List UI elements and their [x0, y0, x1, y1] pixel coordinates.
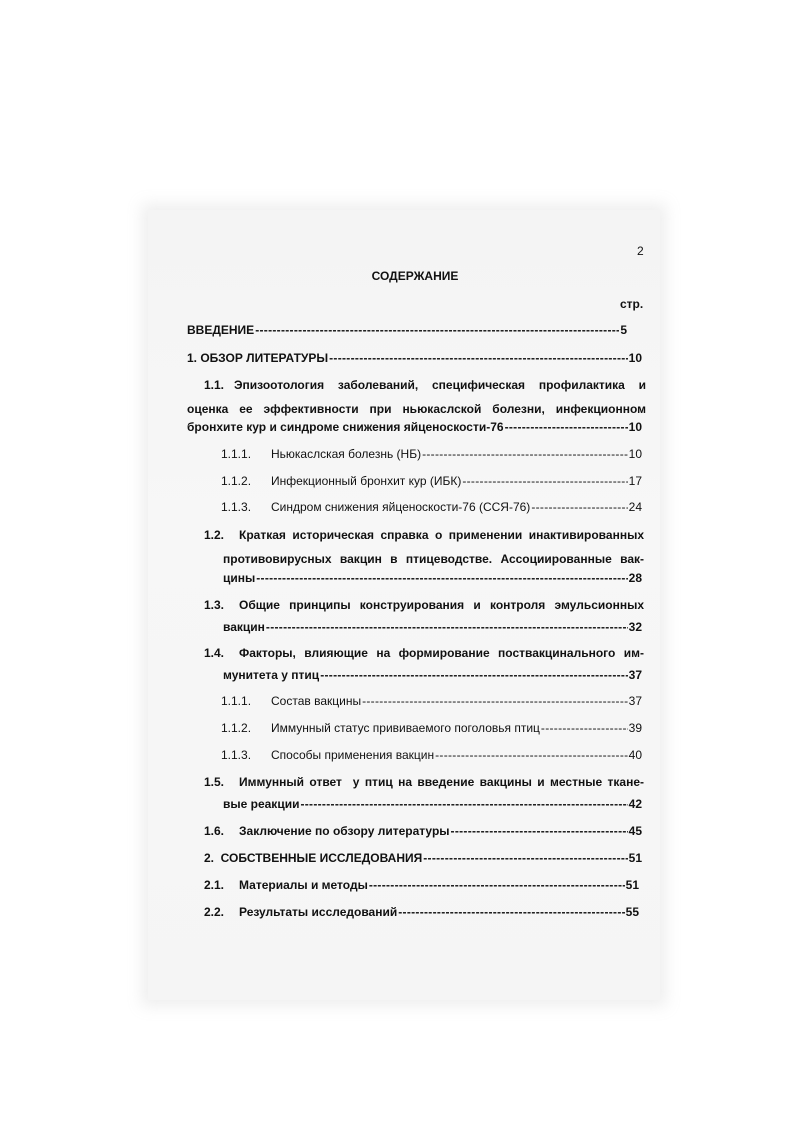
toc-entry-line — [223, 797, 642, 811]
toc-leader-dots — [541, 721, 628, 735]
toc-entry-line — [223, 668, 642, 682]
toc-entry-label: Иммунный статус прививаемого поголовья птиц — [271, 721, 540, 735]
toc-leader-dots — [362, 694, 628, 708]
toc-entry-1-1-2[interactable] — [221, 474, 642, 488]
toc-entry-chapter-1[interactable] — [187, 351, 642, 365]
toc-entry-number: 1.4. — [204, 646, 225, 660]
toc-entry-label: Ньюкаслская болезнь (НБ) — [271, 447, 422, 461]
toc-leader-dots — [256, 571, 627, 585]
toc-entry-line — [223, 571, 642, 585]
toc-entry-label: ВВЕДЕНИЕ — [187, 323, 255, 337]
toc-entry-page: 42 — [628, 797, 642, 811]
toc-entry-chapter-2[interactable] — [204, 851, 642, 865]
toc-leader-dots — [255, 323, 619, 337]
toc-entry-page: 24 — [628, 500, 642, 514]
toc-entry-number: 2.1. — [204, 878, 225, 892]
toc-entry-page: 10 — [628, 420, 642, 434]
toc-entry-label: Факторы, влияющие на формирование поствакцинального им- — [239, 646, 644, 660]
toc-entry-number: 1.2. — [204, 528, 225, 542]
toc-entry-number: 1.3. — [204, 598, 225, 612]
toc-entry-label: оценка ее эффективности при ньюкаслской болезни, инфекционном — [187, 402, 646, 416]
toc-entry-label: мунитета у птиц — [223, 668, 320, 682]
toc-entry-label: Эпизоотология заболеваний, специфическая профилактика и — [234, 378, 646, 392]
toc-entry-number: 1.1.3. — [221, 748, 252, 762]
toc-entry-line — [204, 775, 644, 789]
toc-entry-page: 5 — [620, 323, 627, 337]
toc-entry-label: Инфекционный бронхит кур (ИБК) — [271, 474, 462, 488]
toc-entry-line — [223, 620, 642, 634]
toc-leader-dots — [423, 851, 627, 865]
toc-entry-page: 51 — [628, 851, 642, 865]
toc-entry-label: вакцин — [223, 620, 265, 634]
toc-entry-line — [223, 552, 644, 566]
toc-leader-dots — [531, 500, 627, 514]
toc-entry-1-1-1[interactable] — [221, 447, 642, 461]
toc-entry-number: 1.5. — [204, 775, 225, 789]
toc-leader-dots — [462, 474, 627, 488]
toc-entry-page: 28 — [628, 571, 642, 585]
toc-entry-page: 45 — [628, 824, 642, 838]
toc-entry-page: 17 — [628, 474, 642, 488]
toc-entry-1-6[interactable] — [204, 824, 642, 838]
toc-entry-1-1-3[interactable] — [221, 500, 642, 514]
toc-entry-label: Состав вакцины — [271, 694, 362, 708]
toc-entry-label: вые реакции — [223, 797, 300, 811]
toc-leader-dots — [329, 351, 628, 365]
toc-entry-label: Материалы и методы — [239, 878, 368, 892]
toc-entry-page: 51 — [625, 878, 639, 892]
toc-entry-label: цины — [223, 571, 256, 585]
toc-leader-dots — [320, 668, 627, 682]
toc-entry-line — [204, 528, 644, 542]
toc-entry-page: 32 — [628, 620, 642, 634]
toc-entry-number: 1.1.1. — [221, 447, 252, 461]
toc-leader-dots — [422, 447, 628, 461]
toc-leader-dots — [505, 420, 628, 434]
toc-entry-page: 10 — [628, 447, 642, 461]
toc-leader-dots — [451, 824, 628, 838]
toc-entry-label: Краткая историческая справка о применении инактивированных — [239, 528, 644, 542]
toc-entry-label: Результаты исследований — [239, 905, 398, 919]
page-column-label: стр. — [620, 297, 644, 311]
toc-entry-line — [187, 402, 646, 416]
page-number: 2 — [637, 244, 644, 258]
toc-entry-page: 37 — [628, 668, 642, 682]
toc-entry-number: 1.1.2. — [221, 474, 252, 488]
toc-entry-page: 39 — [628, 721, 642, 735]
page-title: СОДЕРЖАНИЕ — [371, 269, 459, 283]
toc-leader-dots — [435, 748, 628, 762]
toc-entry-1-4-3[interactable] — [221, 748, 642, 762]
toc-entry-number: 1.1.1. — [221, 694, 252, 708]
toc-entry-2-2[interactable] — [204, 905, 639, 919]
toc-entry-intro[interactable] — [187, 323, 627, 337]
toc-entry-1-4-2[interactable] — [221, 721, 642, 735]
toc-leader-dots — [266, 620, 628, 634]
toc-entry-number: 2.2. — [204, 905, 225, 919]
toc-entry-2-1[interactable] — [204, 878, 639, 892]
toc-entry-label: Заключение по обзору литературы — [239, 824, 450, 838]
toc-entry-page: 40 — [628, 748, 642, 762]
toc-entry-label: бронхите кур и синдроме снижения яйценоскости-76 — [187, 420, 504, 434]
toc-entry-number: 1.1.2. — [221, 721, 252, 735]
toc-entry-1-4-1[interactable] — [221, 694, 642, 708]
toc-entry-page: 37 — [628, 694, 642, 708]
toc-leader-dots — [300, 797, 627, 811]
toc-entry-page: 55 — [625, 905, 639, 919]
toc-entry-label: Иммунный ответ у птиц на введение вакцины и местные ткане- — [239, 775, 644, 789]
toc-entry-line — [204, 646, 644, 660]
toc-leader-dots — [369, 878, 625, 892]
toc-entry-line — [187, 420, 642, 434]
toc-entry-page: 10 — [628, 351, 642, 365]
toc-entry-number: 1.1. — [204, 378, 225, 392]
toc-entry-label: Общие принципы конструирования и контроля эмульсионных — [239, 598, 644, 612]
toc-entry-label: Синдром снижения яйценоскости-76 (ССЯ-76) — [271, 500, 531, 514]
toc-entry-line — [204, 378, 646, 392]
toc-entry-label: 2. СОБСТВЕННЫЕ ИССЛЕДОВАНИЯ — [204, 851, 423, 865]
toc-entry-label: 1. ОБЗОР ЛИТЕРАТУРЫ — [187, 351, 329, 365]
toc-leader-dots — [398, 905, 624, 919]
toc-entry-line — [204, 598, 644, 612]
toc-entry-number: 1.6. — [204, 824, 225, 838]
toc-entry-number: 1.1.3. — [221, 500, 252, 514]
toc-entry-label: противовирусных вакцин в птицеводстве. Ассоциированные вак- — [223, 552, 644, 566]
toc-entry-label: Способы применения вакцин — [271, 748, 435, 762]
